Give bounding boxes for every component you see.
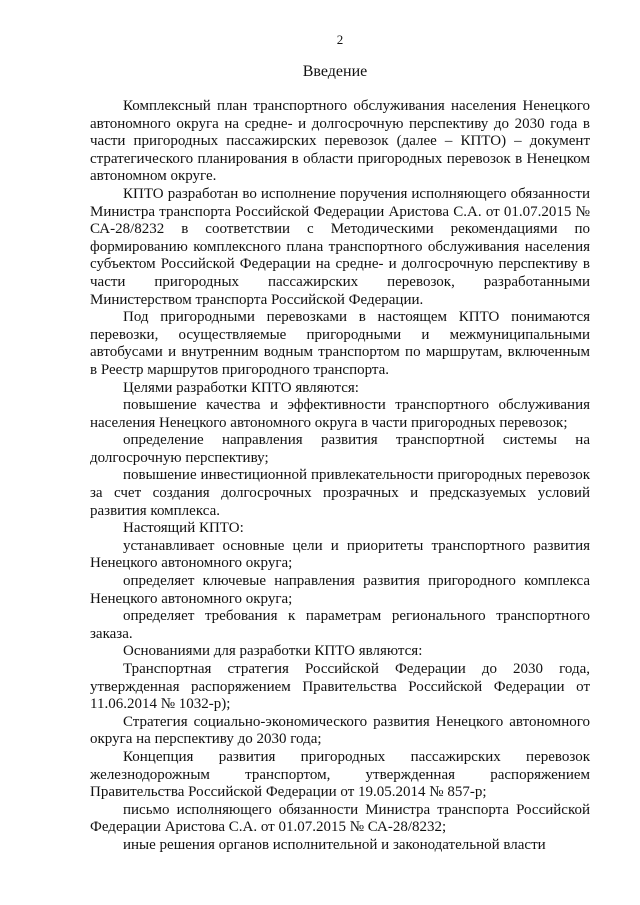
paragraph: КПТО разработан во исполнение поручения исполняющего обязанности Министра транспорта Российской Федерации Аристова С.А. от 01.07.2015 № СА-28/8232 в соответствии с Методическими рекомендациями по формированию комплексного плана транспортного обслуживания населения субъектом Российской Федерации на средне- и долгосрочную перспективу в части пригородных пассажирских перевозок, разработанными Министерством транспорта Российской Федерации. — [90, 185, 590, 308]
list-item: иные решения органов исполнительной и законодательной власти — [123, 836, 546, 853]
list-item: определение направления развития транспортной системы на долгосрочную перспективу; — [90, 432, 590, 466]
list-item: повышение инвестиционной привлекательности пригородных перевозок за счет создания долгосрочных прозрачных и предсказуемых условий развития комплекса. — [90, 467, 590, 519]
document-body — [90, 98, 590, 855]
paragraph: Комплексный план транспортного обслуживания населения Ненецкого автономного округа на средне- и долгосрочную перспективу до 2030 года в части пригородных пассажирских перевозок (далее – КПТО) – документ стратегического планирования в области пригородных перевозок в Ненецком автономном округе. — [90, 98, 590, 185]
paragraph: Целями разработки КПТО являются: — [123, 379, 359, 396]
list-item: определяет требования к параметрам регионального транспортного заказа. — [90, 608, 590, 642]
list-item: повышение качества и эффективности транспортного обслуживания населения Ненецкого автономного округа в части пригородных перевозок; — [90, 397, 590, 431]
page-number: 2 — [336, 32, 344, 47]
list-item: устанавливает основные цели и приоритеты транспортного развития Ненецкого автономного округа; — [90, 537, 590, 572]
paragraph: Основаниями для разработки КПТО являются: — [123, 643, 423, 660]
list-item: письмо исполняющего обязанности Министра транспорта Российской Федерации Аристова С.А. от 01.07.2015 № СА-28/8232; — [90, 801, 590, 836]
list-item: Стратегия социально-экономического развития Ненецкого автономного округа на перспективу до 2030 года; — [90, 713, 590, 748]
list-item: Транспортная стратегия Российской Федерации до 2030 года, утвержденная распоряжением Правительства Российской Федерации от 11.06.2014 № 1032-р); — [90, 661, 590, 713]
paragraph: Под пригородными перевозками в настоящем КПТО понимаются перевозки, осуществляемые пригородными и межмуниципальными автобусами и внутренним водным транспортом по маршрутам, включенным в Реестр маршрутов пригородного транспорта. — [90, 309, 590, 378]
paragraph: Настоящий КПТО: — [123, 520, 244, 537]
list-item: Концепция развития пригородных пассажирских перевозок железнодорожным транспортом, утвержденная распоряжением Правительства Российской Федерации от 19.05.2014 № 857-р; — [90, 748, 590, 801]
list-item: определяет ключевые направления развития пригородного комплекса Ненецкого автономного округа; — [90, 573, 590, 607]
page-title: Введение — [302, 63, 368, 80]
